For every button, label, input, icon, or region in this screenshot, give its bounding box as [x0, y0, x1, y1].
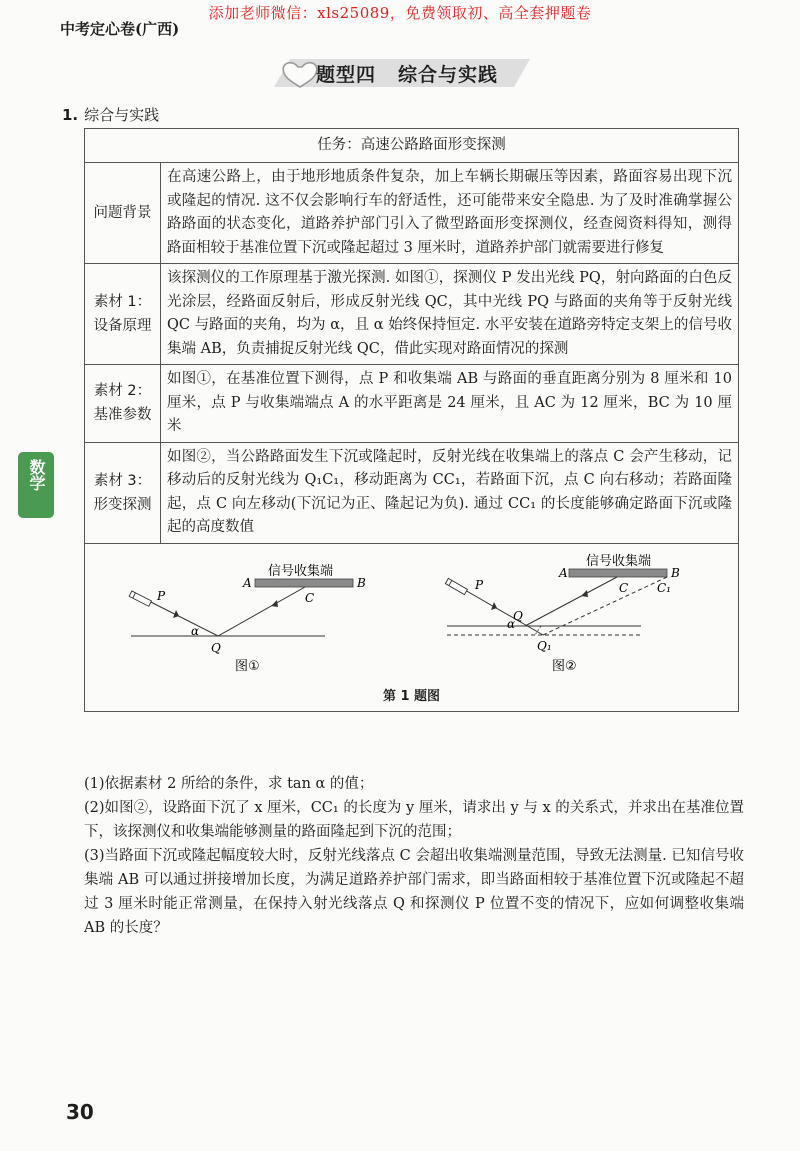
figure-2-caption: 图② — [552, 658, 577, 674]
task-title-row — [85, 129, 739, 163]
alpha-label: α — [507, 616, 516, 631]
point-C1-label: C₁ — [657, 580, 671, 595]
row-label — [85, 264, 161, 365]
figure-row — [85, 543, 739, 711]
point-C-label: C — [619, 580, 629, 595]
watermark-text: 添加老师微信：xls25089，免费领取初、高全套押题卷 — [208, 4, 592, 22]
arrow-icon — [271, 600, 278, 607]
point-P-label: P — [475, 577, 484, 592]
page-number: 30 — [66, 1100, 94, 1124]
collector-bar — [255, 579, 353, 587]
section-part: 题型四 — [316, 64, 377, 86]
row-label-line: 问题背景 — [93, 205, 152, 221]
detector-icon — [445, 578, 467, 594]
figure-cell — [85, 543, 739, 711]
section-name: 综合与实践 — [398, 64, 499, 86]
question-heading — [62, 104, 159, 125]
row-label — [85, 365, 161, 443]
figure-caption: 第 1 题图 — [382, 688, 441, 704]
reflected-ray — [218, 587, 305, 636]
sub-question-3: (3)当路面下沉或隆起幅度较大时，反射光线落点 C 会超出收集端测量范围，导致无法测量. 已知信号收集端 AB 可以通过拼接增加长度，为满足道路养护部门需求，即当路面相较于基准位置下沉或隆起不超过 3 厘米时能正常测量，在保持入射光线落点 Q 和探测仪 P 位置不变的情况下，应如何调整收集端 AB 的长度？ — [84, 848, 744, 936]
row-label-line: 形变探测 — [93, 496, 152, 513]
point-Q-label: Q — [513, 608, 523, 623]
question-title: 综合与实践 — [84, 106, 160, 124]
row-label — [85, 163, 161, 264]
point-Q1-label: Q₁ — [537, 638, 552, 653]
table-row — [85, 264, 739, 365]
section-title — [316, 60, 498, 87]
table-row — [85, 442, 739, 543]
row-label-line: 素材 1： — [93, 294, 152, 310]
sub-questions — [84, 772, 744, 940]
subject-label: 数学 — [27, 459, 46, 491]
sub-question-2: (2)如图②，设路面下沉了 x 厘米，CC₁ 的长度为 y 厘米，请求出 y 与 x 的关系式，并求出在基准位置下，该探测仪和收集端能够测量的路面隆起到下沉的范围； — [84, 800, 744, 840]
collector-label: 信号收集端 — [586, 553, 652, 569]
subject-tab — [18, 452, 54, 518]
row-label-line: 设备原理 — [93, 318, 152, 334]
figure-1-caption: 图① — [235, 658, 260, 674]
point-P-label: P — [157, 588, 166, 603]
figure-2 — [445, 553, 680, 674]
row-label-line: 素材 2： — [93, 383, 152, 400]
task-title: 任务：高速公路路面形变探测 — [85, 129, 739, 163]
row-content: 在高速公路上，由于地形地质条件复杂，加上车辆长期碾压等因素，路面容易出现下沉或隆起的情况. 这不仅会影响行车的舒适性，还可能带来安全隐患. 为了及时准确掌握公路路面的状态变化，道路养护部门引入了微型路面形变探测仪，经查阅资料得知，测得路面相较于基准位置下沉或隆起超过 3 厘米时，道路养护部门就需要进行修复 — [161, 163, 739, 264]
table-row — [85, 365, 739, 443]
book-title: 中考定心卷(广西) — [60, 20, 180, 38]
reflected-ray — [525, 577, 617, 626]
question-number: 1. — [62, 106, 79, 124]
row-label-line: 素材 3： — [93, 472, 152, 489]
alpha-label: α — [191, 623, 200, 638]
point-Q-label: Q — [211, 640, 221, 655]
row-content: 如图②，当公路路面发生下沉或隆起时，反射光线在收集端上的落点 C 会产生移动，记移动后的反射光线为 Q₁C₁，移动距离为 CC₁，若路面下沉，点 C 向右移动；若路面隆起，点 C 向左移动(下沉记为正、隆起记为负). 通过 CC₁ 的长度能够确定路面下沉或隆起的高度数值 — [161, 442, 739, 543]
row-label-line: 基准参数 — [93, 407, 152, 424]
collector-bar — [569, 569, 667, 577]
point-C-label: C — [305, 590, 315, 605]
detector-icon — [129, 590, 151, 605]
task-table — [84, 128, 739, 712]
point-A-label: A — [243, 575, 252, 590]
section-banner — [268, 55, 530, 91]
arrow-icon — [581, 590, 588, 597]
row-content: 如图①，在基准位置下测得，点 P 和收集端 AB 与路面的垂直距离分别为 8 厘米和 10 厘米，点 P 与收集端端点 A 的水平距离是 24 厘米，且 AC 为 12 厘米，BC 为 10 厘米 — [161, 365, 739, 443]
sub-question-1: (1)依据素材 2 所给的条件，求 tan α 的值； — [84, 776, 374, 792]
collector-label: 信号收集端 — [268, 563, 334, 579]
figure-1 — [129, 563, 366, 674]
point-B-label: B — [357, 575, 366, 590]
point-A-label: A — [559, 565, 568, 580]
point-B-label: B — [671, 565, 680, 580]
table-row — [85, 163, 739, 264]
row-label — [85, 442, 161, 543]
row-content: 该探测仪的工作原理基于激光探测. 如图①，探测仪 P 发出光线 PQ，射向路面的白色反光涂层，经路面反射后，形成反射光线 QC，其中光线 PQ 与路面的夹角等于反射光线 QC 与路面的夹角，均为 α，且 α 始终保持恒定. 水平安装在道路旁特定支架上的信号收集端 AB，负责捕捉反射光线 QC，借此实现对路面情况的探测 — [161, 264, 739, 365]
